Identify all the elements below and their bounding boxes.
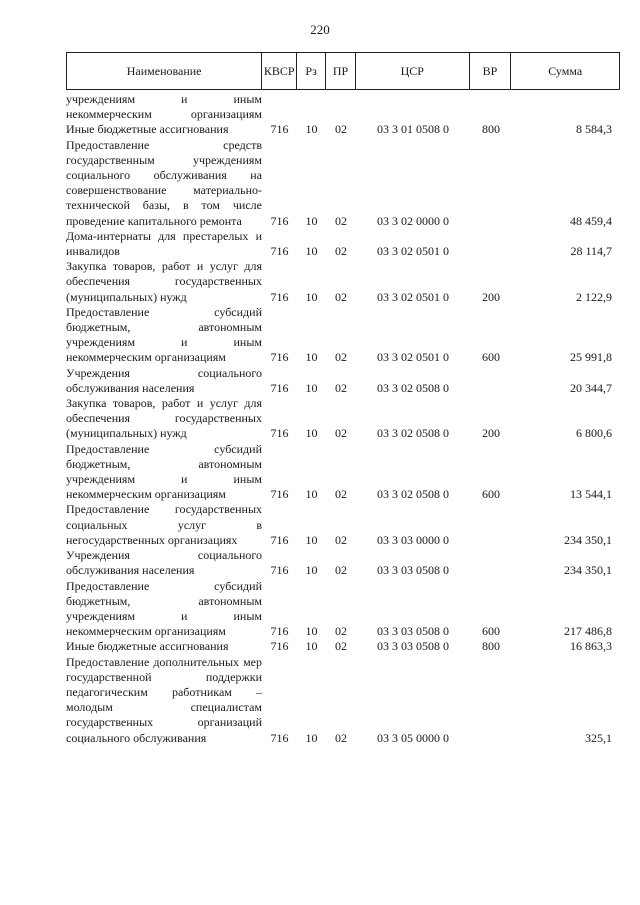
- row-csr: 03 3 02 0508 0: [377, 426, 449, 441]
- row-rz: 10: [305, 487, 318, 502]
- table-row: [66, 396, 620, 442]
- row-pr: 02: [335, 624, 347, 639]
- row-rz: 10: [305, 730, 318, 745]
- row-kvsr: 716: [270, 639, 289, 654]
- row-name: Предоставление субсидий бюджетным, автономным учреждениям и иным некоммерческим организациям: [66, 441, 262, 502]
- row-vr: 200: [482, 426, 500, 441]
- table-row: [66, 579, 620, 640]
- row-pr: 02: [335, 426, 347, 441]
- row-name: Предоставление дополнительных мер государственной поддержки педагогическим работникам – молодым специалистам государственных организаций социального обслуживания: [66, 654, 262, 745]
- row-pr: 02: [335, 532, 347, 547]
- row-pr: 02: [335, 563, 347, 578]
- row-csr: 03 3 01 0508 0: [377, 122, 449, 137]
- row-rz: 10: [305, 532, 318, 547]
- row-csr: 03 3 05 0000 0: [377, 730, 449, 745]
- header-rz: Рз: [297, 53, 326, 89]
- row-sum: 20 344,7: [570, 380, 612, 395]
- row-vr: [470, 502, 512, 548]
- row-vr: 600: [482, 350, 500, 365]
- row-csr: 03 3 02 0508 0: [377, 487, 449, 502]
- row-rz: [297, 92, 326, 122]
- row-vr: [470, 92, 512, 122]
- row-rz: 10: [305, 122, 318, 137]
- row-pr: 02: [335, 244, 347, 259]
- row-csr: 03 3 02 0501 0: [377, 244, 449, 259]
- row-rz: 10: [305, 426, 318, 441]
- row-name: учреждениям и иным некоммерческим организациям: [66, 92, 262, 122]
- row-sum: 28 114,7: [570, 244, 612, 259]
- table-row: [66, 122, 620, 137]
- row-vr: [470, 366, 512, 396]
- header-kvsr: КВСР: [262, 53, 297, 89]
- row-vr: 800: [482, 639, 500, 654]
- row-rz: 10: [305, 244, 318, 259]
- page-number: 220: [310, 22, 330, 37]
- row-sum: 234 350,1: [564, 532, 612, 547]
- row-vr: [470, 229, 512, 259]
- row-csr: 03 3 02 0508 0: [377, 380, 449, 395]
- table-row: [66, 655, 620, 746]
- row-sum: 13 544,1: [570, 487, 612, 502]
- header-vr: ВР: [470, 53, 512, 89]
- row-sum: 16 863,3: [570, 639, 612, 654]
- row-csr: 03 3 02 0000 0: [377, 213, 449, 228]
- row-csr: 03 3 02 0501 0: [377, 289, 449, 304]
- table-row: [66, 305, 620, 366]
- row-rz: 10: [305, 563, 318, 578]
- row-kvsr: 716: [270, 289, 289, 304]
- row-kvsr: 716: [270, 624, 289, 639]
- row-vr: 600: [482, 624, 500, 639]
- row-pr: 02: [335, 122, 347, 137]
- row-kvsr: 716: [270, 380, 289, 395]
- row-pr: 02: [335, 639, 347, 654]
- row-kvsr: 716: [270, 426, 289, 441]
- table-row: [66, 502, 620, 548]
- row-vr: [470, 138, 512, 229]
- row-kvsr: 716: [270, 350, 289, 365]
- row-kvsr: [262, 92, 297, 122]
- row-kvsr: 716: [270, 487, 289, 502]
- row-sum: [512, 92, 620, 122]
- row-sum: 2 122,9: [576, 289, 612, 304]
- row-csr: 03 3 03 0508 0: [377, 563, 449, 578]
- row-name: Предоставление субсидий бюджетным, автономным учреждениям и иным некоммерческим организациям: [66, 304, 262, 365]
- row-kvsr: 716: [270, 532, 289, 547]
- row-pr: 02: [335, 487, 347, 502]
- table-row: [66, 366, 620, 396]
- row-pr: 02: [335, 380, 347, 395]
- row-rz: 10: [305, 639, 318, 654]
- row-csr: 03 3 02 0501 0: [377, 350, 449, 365]
- row-csr: 03 3 03 0000 0: [377, 532, 449, 547]
- row-rz: 10: [305, 380, 318, 395]
- row-sum: 48 459,4: [570, 213, 612, 228]
- row-kvsr: 716: [270, 244, 289, 259]
- row-kvsr: 716: [270, 563, 289, 578]
- header-csr: ЦСР: [356, 53, 470, 89]
- row-csr: 03 3 03 0508 0: [377, 624, 449, 639]
- row-name: Иные бюджетные ассигнования: [66, 639, 229, 654]
- row-vr: 800: [482, 122, 500, 137]
- table-row: [66, 639, 620, 654]
- row-pr: 02: [335, 289, 347, 304]
- row-sum: 6 800,6: [576, 426, 612, 441]
- row-pr: 02: [335, 350, 347, 365]
- row-name: Дома-интернаты для престарелых и инвалидов: [66, 228, 262, 259]
- row-rz: 10: [305, 624, 318, 639]
- header-name: Наименование: [67, 53, 262, 89]
- row-rz: 10: [305, 289, 318, 304]
- table-row: [66, 548, 620, 578]
- table-row: [66, 442, 620, 503]
- row-name: Иные бюджетные ассигнования: [66, 122, 229, 137]
- table-header: [66, 52, 620, 90]
- row-name: Учреждения социального обслуживания населения: [66, 365, 262, 395]
- header-pr: ПР: [326, 53, 356, 89]
- row-kvsr: 716: [270, 730, 289, 745]
- row-name: Закупка товаров, работ и услуг для обеспечения государственных (муниципальных) нужд: [66, 396, 262, 441]
- header-sum: Сумма: [548, 63, 583, 78]
- table-row: [66, 229, 620, 259]
- row-rz: 10: [305, 213, 318, 228]
- row-sum: 8 584,3: [576, 122, 612, 137]
- row-name: Предоставление средств государственным учреждениям социального обслуживания на совершенствование материально-технической базы, в том числе проведение капитального ремонта: [66, 137, 262, 228]
- row-name: Учреждения социального обслуживания населения: [66, 548, 262, 578]
- row-vr: 600: [482, 487, 500, 502]
- row-vr: [470, 655, 512, 746]
- row-sum: 217 486,8: [564, 624, 612, 639]
- row-pr: 02: [335, 730, 347, 745]
- row-vr: [470, 548, 512, 578]
- row-rz: 10: [305, 350, 318, 365]
- table-body: [66, 92, 620, 746]
- row-name: Закупка товаров, работ и услуг для обеспечения государственных (муниципальных) нужд: [66, 259, 262, 304]
- row-sum: 325,1: [585, 730, 612, 745]
- table-row: [66, 92, 620, 122]
- row-name: Предоставление государственных социальных услуг в негосударственных организациях: [66, 502, 262, 547]
- row-kvsr: 716: [270, 122, 289, 137]
- row-name: Предоставление субсидий бюджетным, автономным учреждениям и иным некоммерческим организациям: [66, 578, 262, 639]
- row-sum: 234 350,1: [564, 563, 612, 578]
- table-row: [66, 138, 620, 229]
- table-row: [66, 259, 620, 305]
- row-sum: 25 991,8: [570, 350, 612, 365]
- row-pr: [326, 92, 356, 122]
- row-pr: 02: [335, 213, 347, 228]
- row-csr: 03 3 03 0508 0: [377, 639, 449, 654]
- row-vr: 200: [482, 289, 500, 304]
- row-csr: [356, 92, 470, 122]
- row-kvsr: 716: [270, 213, 289, 228]
